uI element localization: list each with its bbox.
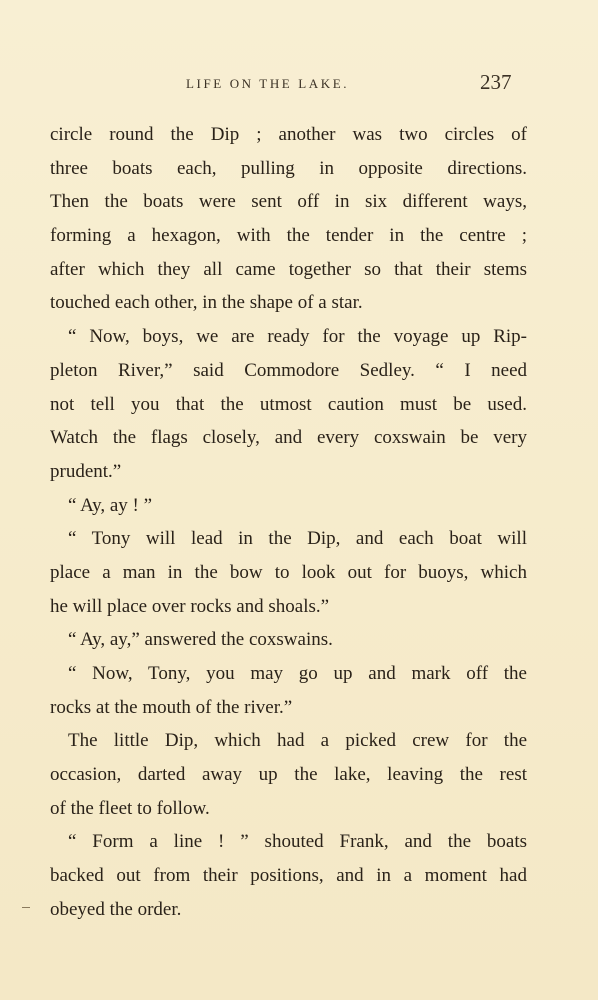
text-line: Then the boats were sent off in six different ways,	[50, 191, 527, 213]
text-line: occasion, darted away up the lake, leaving the rest	[50, 764, 527, 786]
text-line: “ Ay, ay,” answered the coxswains.	[68, 629, 333, 651]
text-line: forming a hexagon, with the tender in the centre ;	[50, 225, 527, 247]
text-line: The little Dip, which had a picked crew for the	[68, 730, 527, 752]
text-line: “ Form a line ! ” shouted Frank, and the boats	[68, 831, 527, 853]
text-line: “ Ay, ay ! ”	[68, 494, 153, 516]
body-text	[50, 118, 527, 927]
text-line: after which they all came together so that their stems	[50, 258, 527, 280]
text-line: he will place over rocks and shoals.”	[50, 595, 330, 617]
text-line: touched each other, in the shape of a star.	[50, 292, 363, 314]
text-line: backed out from their positions, and in a moment had	[50, 865, 527, 887]
text-line: “ Tony will lead in the Dip, and each boat will	[68, 528, 527, 550]
margin-mark	[22, 907, 30, 908]
text-line: Watch the flags closely, and every coxswain be very	[50, 427, 527, 449]
text-line: rocks at the mouth of the river.”	[50, 696, 293, 718]
text-line: “ Now, Tony, you may go up and mark off the	[68, 663, 527, 684]
running-title: LIFE ON THE LAKE.	[186, 76, 350, 91]
page-number: 237	[480, 70, 512, 94]
text-line: prudent.”	[50, 460, 122, 482]
text-line: circle round the Dip ; another was two circles of	[50, 124, 527, 145]
text-line: “ Now, boys, we are ready for the voyage up Rip-	[68, 326, 527, 348]
text-line: not tell you that the utmost caution must be used.	[50, 393, 527, 415]
text-line: place a man in the bow to look out for buoys, which	[50, 561, 527, 583]
text-line: three boats each, pulling in opposite directions.	[50, 157, 527, 179]
text-line: pleton River,” said Commodore Sedley. “ I need	[50, 359, 527, 381]
text-line: of the fleet to follow.	[50, 797, 210, 819]
text-line: obeyed the order.	[50, 898, 182, 920]
running-head	[0, 70, 598, 100]
